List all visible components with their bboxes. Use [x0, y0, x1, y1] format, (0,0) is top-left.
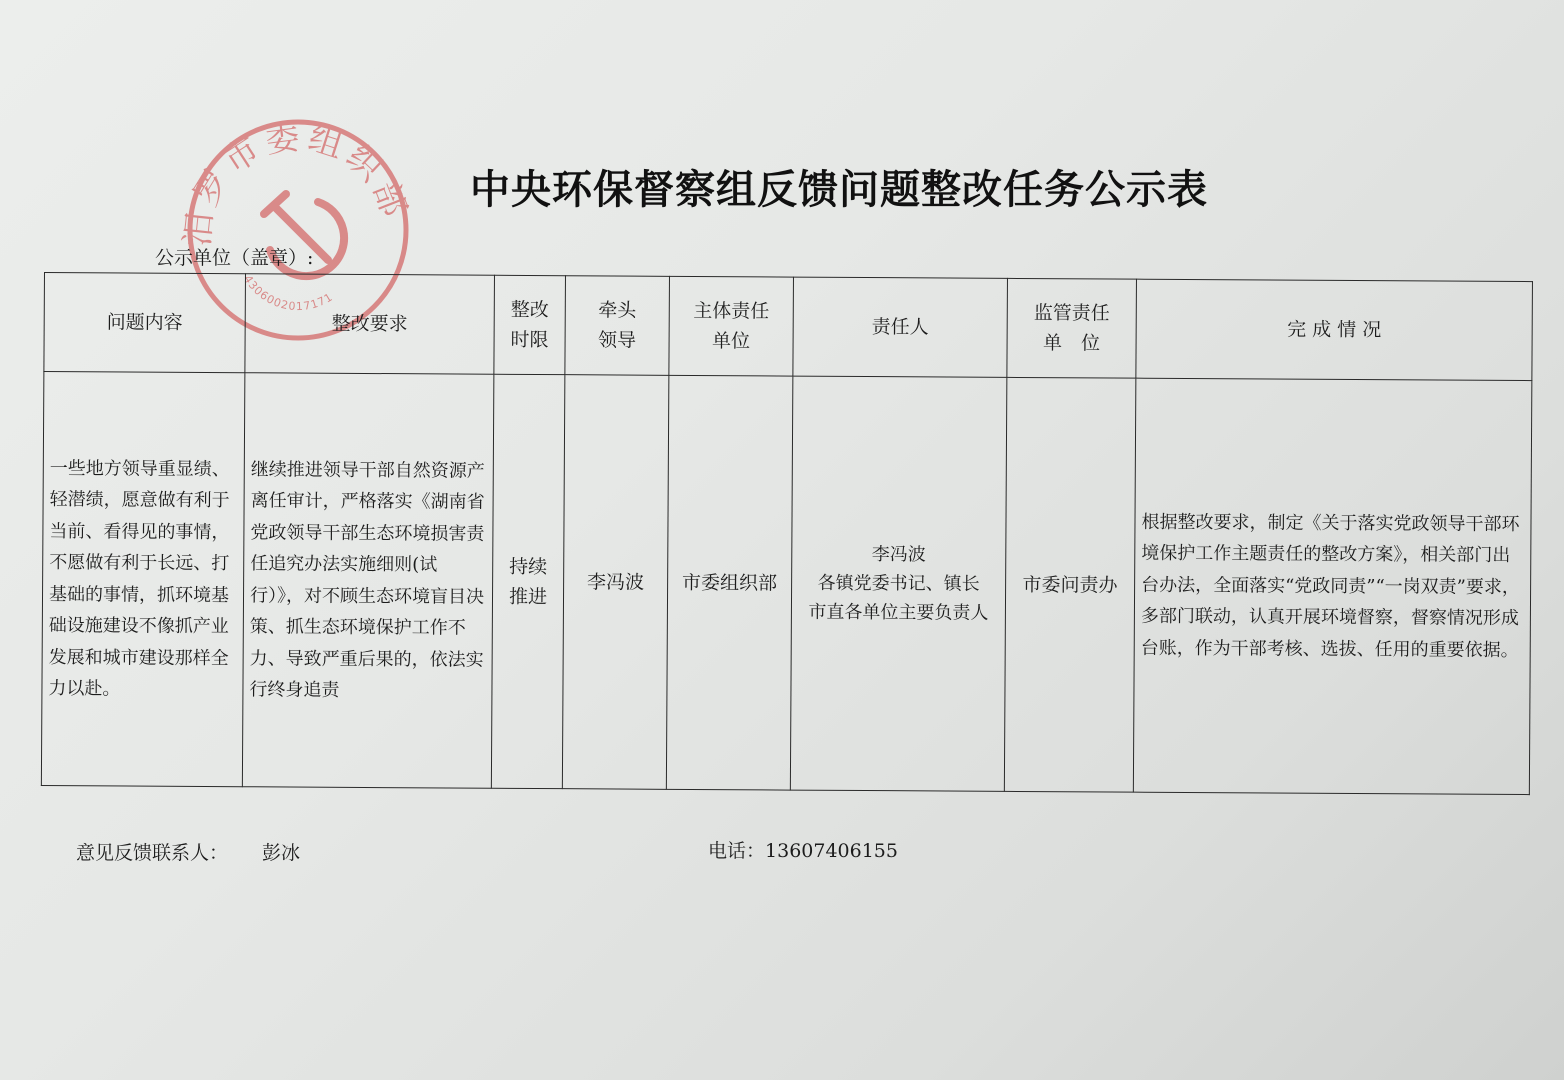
cell-supervisor: 市委问责办 — [1004, 377, 1136, 792]
cell-deadline: 持续 推进 — [491, 374, 565, 788]
cell-requirement: 继续推进领导干部自然资源产离任审计，严格落实《湖南省党政领导干部生态环境损害责任追究办法实施细则(试行）》，对不顾生态环境盲目决策、抓生态环境保护工作不力、导致严重后果的，依法实行终身追责 — [242, 373, 494, 789]
seal-code: 4306002017171 — [241, 272, 336, 314]
header-person: 责任人 — [793, 277, 1008, 377]
rectification-table — [41, 272, 1533, 795]
header-deadline: 整改 时限 — [494, 275, 566, 374]
header-leader: 牵头 领导 — [565, 276, 670, 376]
header-main-unit: 主体责任 单位 — [669, 276, 794, 376]
cell-leader: 李冯波 — [562, 375, 669, 790]
page-title: 中央环保督察组反馈问题整改任务公示表 — [470, 166, 1208, 213]
contact-label: 意见反馈联系人： — [76, 842, 229, 864]
feedback-phone — [708, 836, 898, 863]
header-status: 完 成 情 况 — [1136, 279, 1533, 380]
phone-number: 13607406155 — [765, 840, 898, 862]
cell-status: 根据整改要求，制定《关于落实党政领导干部环境保护工作主题责任的整改方案》，相关部门出台办法，全面落实“党政同责”“一岗双责”要求，多部门联动，认真开展环境督察，督察情况形成台账，作为干部考核、选拔、任用的重要依据。 — [1133, 378, 1532, 794]
table-row — [41, 372, 1532, 795]
seal-text: 汨罗市委组织部 — [178, 116, 416, 249]
feedback-contact — [76, 838, 300, 865]
header-supervisor: 监管责任 单 位 — [1007, 278, 1137, 378]
phone-label: 电话： — [708, 840, 766, 862]
header-problem: 问题内容 — [44, 273, 246, 373]
cell-problem: 一些地方领导重显绩、轻潜绩，愿意做有利于当前、看得见的事情，不愿做有利于长远、打基础的事情，抓环境基础设施建设不像抓产业发展和城市建设那样全力以赴。 — [41, 372, 245, 787]
publishing-unit-label: 公示单位（盖章）: — [155, 247, 314, 269]
table-header-row — [44, 273, 1533, 381]
header-requirement: 整改要求 — [245, 274, 495, 375]
contact-name: 彭冰 — [262, 842, 301, 864]
cell-person: 李冯波 各镇党委书记、镇长 市直各单位主要负责人 — [790, 376, 1007, 791]
cell-main-unit: 市委组织部 — [666, 375, 793, 790]
